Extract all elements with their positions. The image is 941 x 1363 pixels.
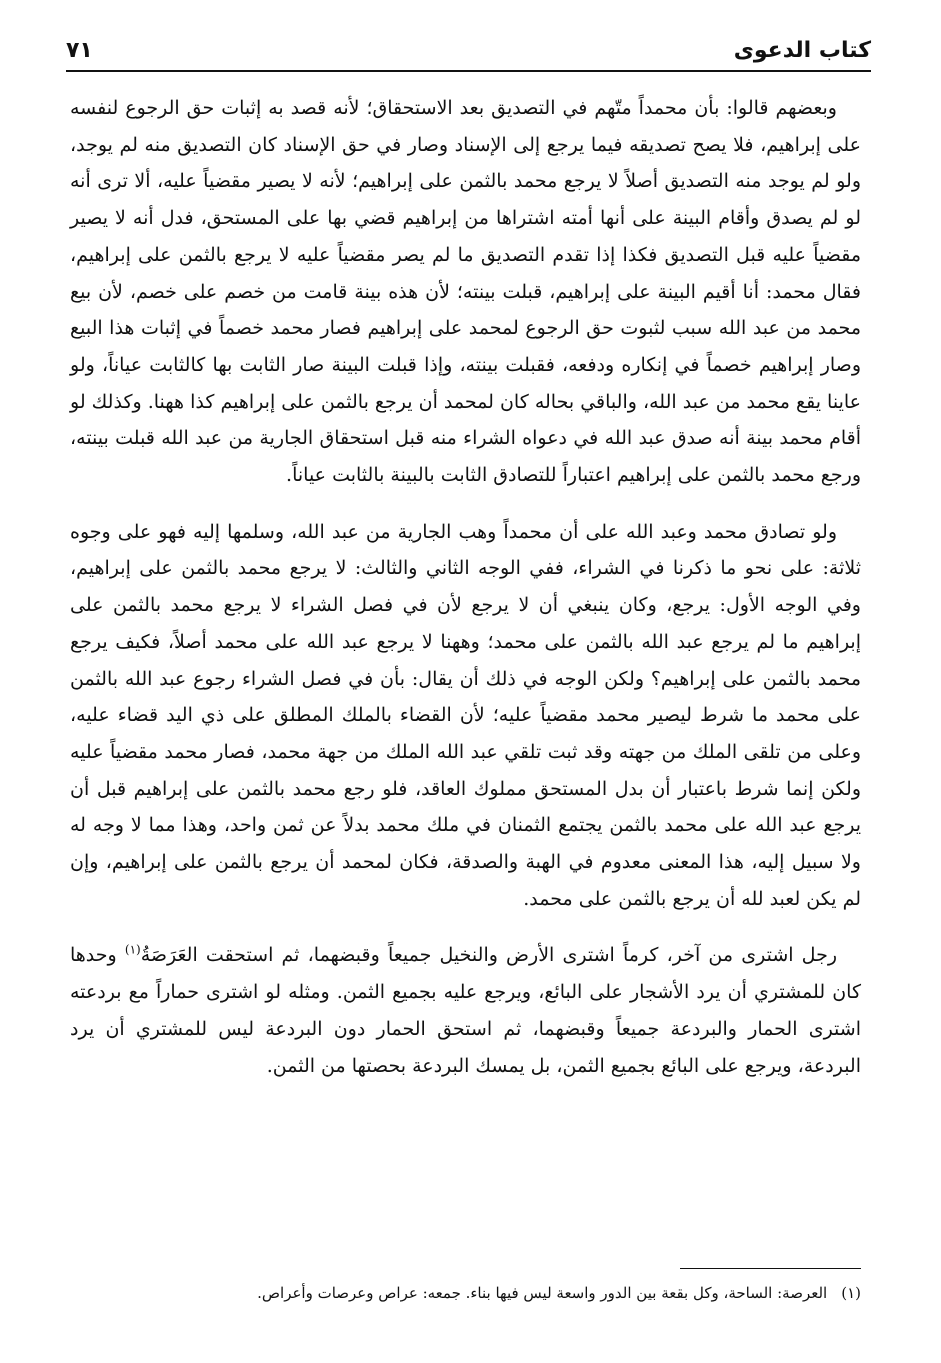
paragraph-2: ولو تصادق محمد وعبد الله على أن محمداً وهب الجارية من عبد الله، وسلمها إليه فهو على وجوه ثلاثة: على نحو ما ذكرنا في الشراء، ففي الوجه الثاني والثالث: لا يرجع محمد بالثمن على إبراهيم، وفي الوجه الأول: يرجع، وكان ينبغي أن لا يرجع لأن في فصل الشراء لا يرجع محمد بالثمن على إبراهيم ما لم يرجع عبد الله بالثمن على محمد؛ وههنا لا يرجع عبد الله على محمد أصلاً، فكيف يرجع محمد بالثمن على إبراهيم؟ ولكن الوجه في ذلك أن يقال: بأن في فصل الشراء رجوع عبد الله بالثمن على محمد ما شرط ليصير محمد مقضياً عليه؛ لأن القضاء بالملك المطلق على ذي اليد قضاء عليه، وعلى من تلقى الملك من جهته وقد ثبت تلقي عبد الله الملك من جهة محمد، فصار محمد مقضياً عليه ولكن إنما شرط باعتبار أن بدل المستحق مملوك العاقد، فلو رجع محمد بالثمن على إبراهيم قبل أن يرجع عبد الله على محمد بالثمن يجتمع الثمنان في ملك محمد بدلاً عن ثمن واحد، وهذا مما لا وجه له ولا سبيل إليه، هذا المعنى معدوم في الهبة والصدقة، فكان لمحمد أن يرجع بالثمن على إبراهيم، وإن لم يكن لعبد لله أن يرجع بالثمن على محمد.	[70, 520, 861, 910]
footnote-rule	[680, 1268, 861, 1269]
page-number: ٧١	[66, 38, 93, 63]
footnote-number: (١)	[841, 1284, 861, 1302]
paragraph-3	[70, 937, 861, 1084]
header-rule	[66, 70, 871, 72]
footnote-text: العرصة: الساحة، وكل بقعة بين الدور واسعة ليس فيها بناء. جمعه: عراص وعرصات وأعراص.	[257, 1284, 828, 1302]
body-text	[70, 90, 861, 1084]
paragraph-1: وبعضهم قالوا: بأن محمداً متّهم في التصديق بعد الاستحقاق؛ لأنه قصد به إثبات حق الرجوع لنفسه على إبراهيم، فلا يصح تصديقه فيما يرجع إلى الإسناد وصار في حق الإسناد كان التصديق منه لم يوجد، ولو لم يوجد منه التصديق أصلاً لا يرجع محمد بالثمن على إبراهيم؛ لأنه لا يصير مقضياً عليه، ألا ترى أنه لو لم يصدق وأقام البينة على أنها أمته اشتراها من إبراهيم قضي بها على المستحق، فدل أنه لا يصير مقضياً عليه قبل التصديق فكذا إذا تقدم التصديق ما لم يصر مقضياً عليه لا يرجع بالثمن على إبراهيم، فقال محمد: أنا أقيم البينة على إبراهيم، قبلت بينته؛ لأن هذه بينة قامت من خصم على خصم، لأن بيع محمد من عبد الله سبب لثبوت حق الرجوع لمحمد على إبراهيم فصار محمد خصماً في إثبات هذا البيع وصار إبراهيم خصماً في إنكاره ودفعه، فقبلت بينته، وإذا قبلت البينة صار الثابت بها كالثابت عياناً، ولو عاينا يقع محمد من عبد الله، والباقي بحاله كان لمحمد أن يرجع بالثمن على إبراهيم كذا ههنا. وكذلك لو أقام محمد بينة أنه صدق عبد الله في دعواه الشراء منه قبل استحقاق الجارية من عبد الله قبلت بينته، ورجع محمد بالثمن على إبراهيم اعتباراً للتصادق الثابت بالبينة بالثابت عياناً.	[70, 97, 862, 487]
footnote	[70, 1280, 861, 1306]
footnote-reference[interactable]: (١)	[124, 943, 141, 958]
running-head	[66, 26, 871, 66]
paragraph-3-text-b: وحدها كان للمشتري أن يرد الأشجار على البائع، ويرجع عليه بجميع الثمن. ومثله لو اشترى حماراً مع بردعته اشترى الحمار والبردعة جميعاً وقبضهما، ثم استحق الحمار دون البردعة ليس للمشتري أن يرد البردعة، ويرجع على البائع بجميع الثمن، بل يمسك البردعة بحصتها من الثمن.	[70, 944, 861, 1077]
paragraph-3-text-a: رجل اشترى من آخر، كرماً اشترى الأرض والنخيل جميعاً وقبضهما، ثم استحقت العَرَصَةُ	[140, 944, 837, 967]
book-title: كتاب الدعوى	[733, 38, 871, 63]
